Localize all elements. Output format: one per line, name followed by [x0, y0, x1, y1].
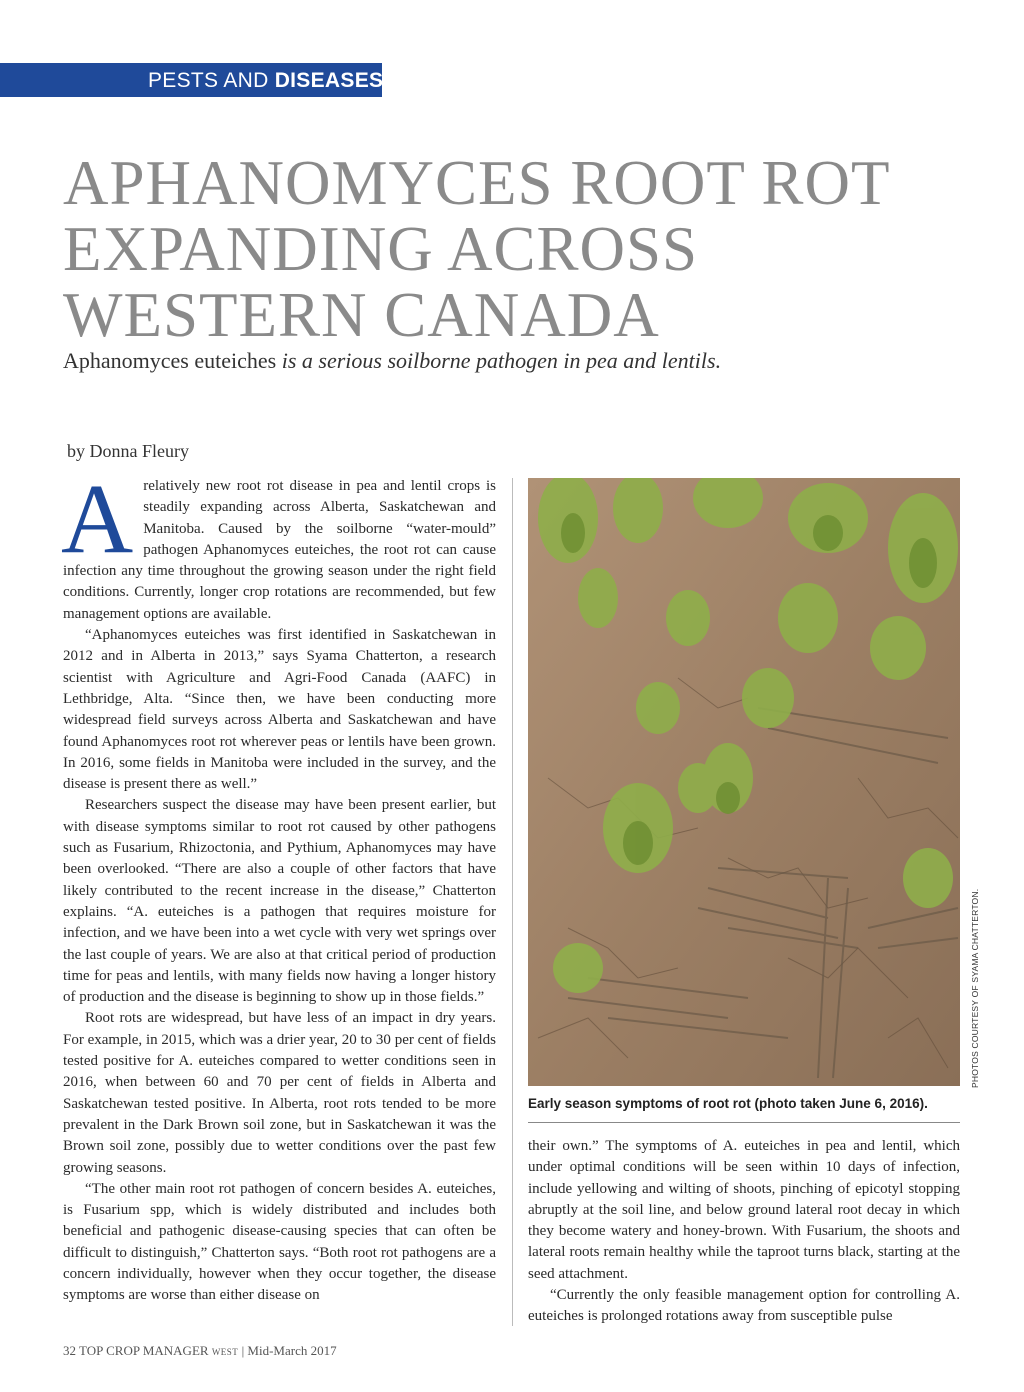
headline-line-1: APHANOMYCES ROOT ROT — [63, 148, 891, 218]
drop-cap: A — [61, 463, 134, 574]
deck-rest: is a serious soilborne pathogen in pea and lentils. — [276, 348, 722, 373]
deck-species: Aphanomyces euteiches — [63, 348, 277, 373]
headline-line-3: WESTERN CANADA — [63, 280, 660, 350]
column-divider — [512, 478, 513, 1326]
page-folio — [63, 1343, 337, 1359]
magazine-edition: WEST — [211, 1347, 239, 1357]
article-deck — [63, 348, 963, 374]
article-headline — [63, 150, 963, 348]
paragraph: Researchers suspect the disease may have been present earlier, but with disease symptoms similar to root rot caused by other pathogens such as Fusarium, Rhizoctonia, and Pythium, Aphanomyces may have been overlooked. “There are also a couple of other factors that have likely contributed to the recent increase in the disease,” Chatterton explains. “A. euteiches is a pathogen that requires moisture for infection, and we have been into a wet cycle with very wet springs over the last couple of years. We are also at that critical period of production time for peas and lentils, with many fields now having a longer history of production and the disease is beginning to show up in those fields.” — [63, 797, 496, 1006]
caption-rule — [528, 1122, 960, 1123]
paragraph: “The other main root rot pathogen of concern besides A. euteiches, is Fusarium spp, which is widely distributed and includes both beneficial and pathogenic disease-causing species that can often be difficult to distinguish,” Chatterton says. “Both root rot pathogens are a concern individually, however when they occur together, the disease symptoms are worse than either disease on — [63, 1180, 496, 1304]
issue-date: | Mid-March 2017 — [241, 1343, 337, 1358]
byline: by Donna Fleury — [67, 441, 189, 461]
photo-credit: PHOTOS COURTESY OF SYAMA CHATTERTON. — [970, 888, 980, 1088]
paragraph: “Currently the only feasible management option for controlling A. euteiches is prolonged rotations away from susceptible pulse — [528, 1287, 960, 1325]
paragraph: Root rots are widespread, but have less of an impact in dry years. For example, in 2015, which was a drier year, 20 to 30 per cent of fields tested positive for A. euteiches compared to wetter conditions seen in 2016, when between 60 and 70 per cent of fields in Alberta and Saskatchewan tested positive. In Alberta, root rots tended to be more prevalent in the Dark Brown soil zone, but in Saskatchewan it was the Brown soil zone, possibly due to wetter conditions over the past few growing seasons. — [63, 1010, 496, 1176]
photo-caption: Early season symptoms of root rot (photo taken June 6, 2016). — [528, 1096, 928, 1111]
field-photo-illustration — [528, 478, 960, 1086]
right-column — [528, 1136, 960, 1328]
section-label-light: PESTS AND — [148, 69, 275, 92]
left-column — [61, 463, 496, 1307]
paragraph: their own.” The symptoms of A. euteiches in pea and lentil, which under optimal conditions will be seen within 10 days of infection, include yellowing and wilting of shoots, pinching of epicotyl stopping abruptly at the soil line, and below ground lateral root decay in which they become watery and honey-brown. With Fusarium, the shoots and lateral roots remain healthy while the taproot turns black, starting at the seed attachment. — [528, 1138, 960, 1282]
magazine-name: TOP CROP MANAGER — [79, 1343, 209, 1358]
section-label — [148, 69, 383, 93]
field-photo — [528, 478, 960, 1086]
paragraph-text: relatively new root rot disease in pea and lentil crops is steadily expanding across Alberta, Saskatchewan and Manitoba. Caused by the soilborne “water-mould” pathogen Aphanomyces euteiches, the root rot can cause infection any time throughout the growing season under the right field conditions. Currently, longer crop rotations are recommended, but few management options are available. — [63, 478, 496, 622]
paragraph: “Aphanomyces euteiches was first identified in Saskatchewan in 2012 and in Alberta in 2013,” says Syama Chatterton, a research scientist with Agriculture and Agri-Food Canada (AAFC) in Lethbridge, Alta. “Since then, we have been conducting more widespread field surveys across Alberta and Saskatchewan and have found Aphanomyces root rot wherever peas or lentils have been grown. In 2016, some fields in Manitoba were included in the survey, and the disease is present there as well.” — [63, 627, 496, 793]
page-number: 32 — [63, 1343, 76, 1358]
section-label-bold: DISEASES — [274, 69, 384, 92]
headline-line-2: EXPANDING ACROSS — [63, 214, 699, 284]
paragraph — [61, 463, 496, 625]
section-banner — [0, 63, 382, 97]
